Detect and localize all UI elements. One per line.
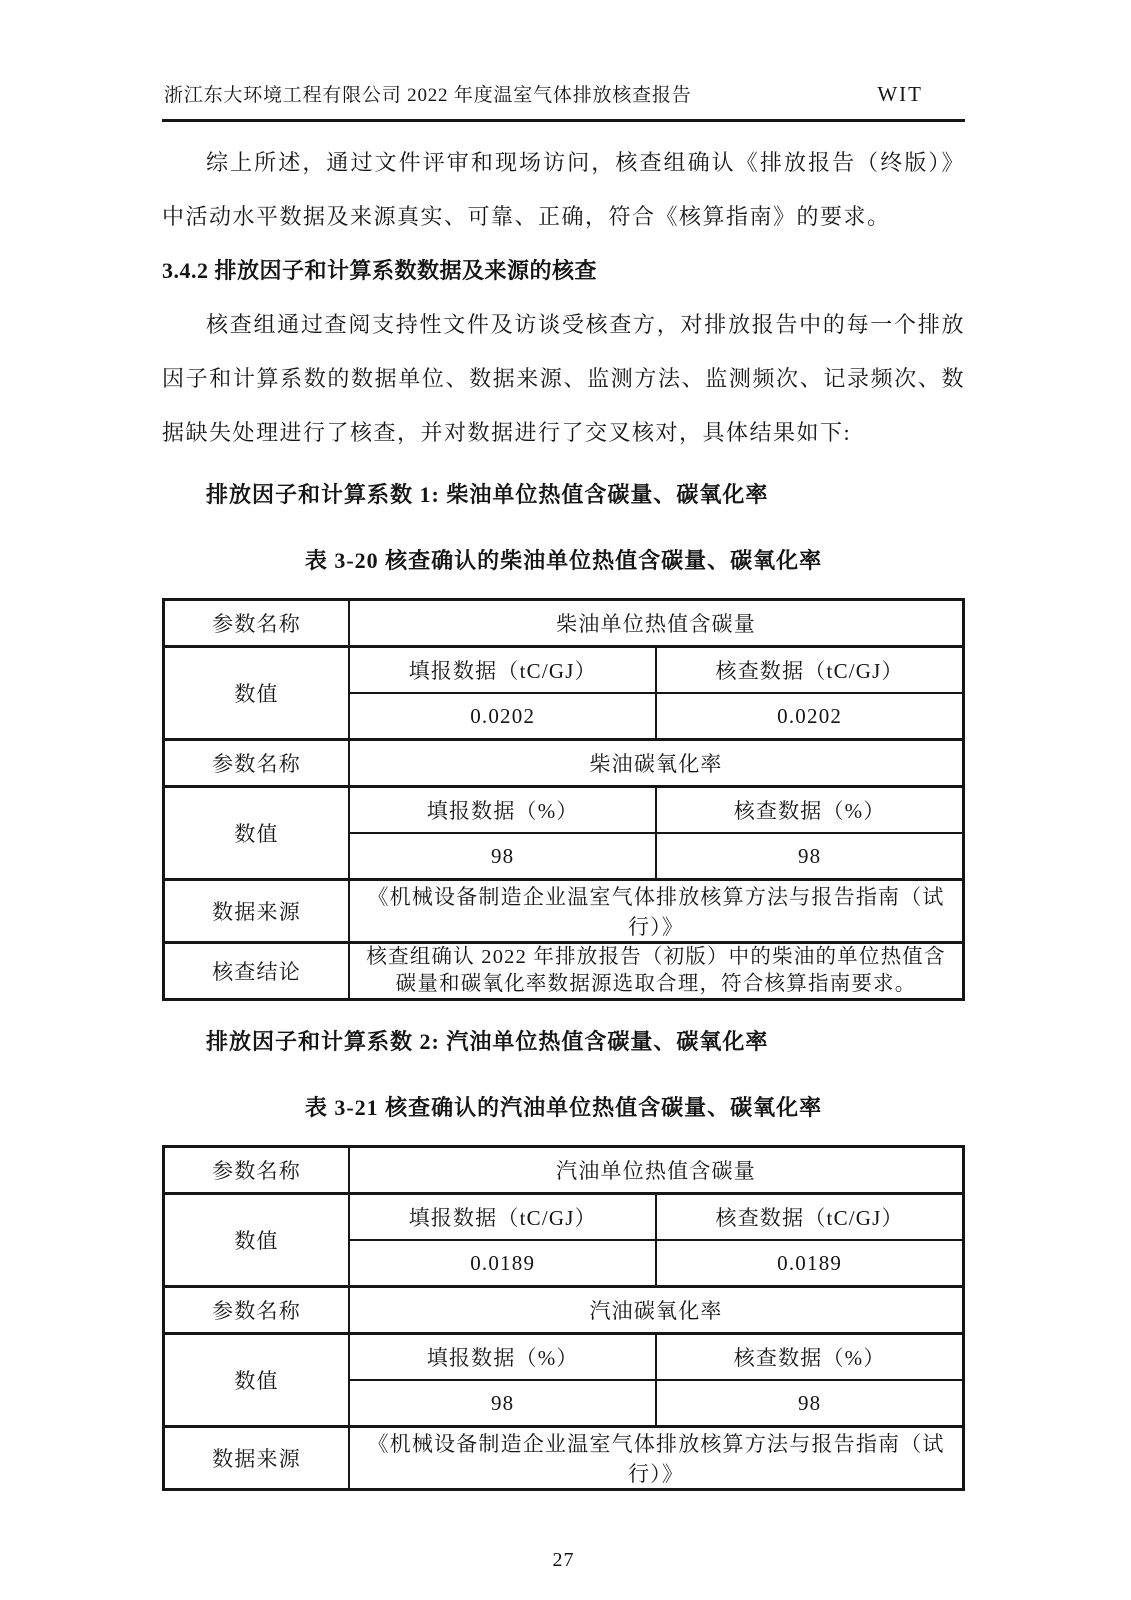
table-row [164, 1427, 964, 1490]
summary-paragraph: 综上所述，通过文件评审和现场访问，核查组确认《排放报告（终版）》中活动水平数据及来源真实、可靠、正确，符合《核算指南》的要求。 [162, 150, 965, 229]
param-name-value-cell: 柴油单位热值含碳量 [349, 600, 963, 647]
reported-value-cell: 0.0189 [349, 1240, 656, 1287]
table-row [164, 1194, 964, 1241]
conclusion-label-cell: 核查结论 [164, 943, 350, 1000]
table-row [164, 1334, 964, 1381]
table-row [164, 1147, 964, 1194]
verified-value-cell: 0.0189 [656, 1240, 963, 1287]
page-header [162, 0, 965, 122]
conclusion-value-cell: 核查组确认 2022 年排放报告（初版）中的柴油的单位热值含碳量和碳氧化率数据源选取合理，符合核算指南要求。 [349, 943, 963, 1000]
table-3-21 [162, 1145, 965, 1491]
factor1-heading: 排放因子和计算系数 1: 柴油单位热值含碳量、碳氧化率 [206, 482, 769, 507]
table-row [164, 943, 964, 1000]
data-source-value-cell: 《机械设备制造企业温室气体排放核算方法与报告指南（试行）》 [349, 1427, 963, 1490]
param-name-value-cell: 汽油碳氧化率 [349, 1287, 963, 1334]
reported-value-cell: 98 [349, 833, 656, 880]
section-heading-3-4-2: 3.4.2 排放因子和计算系数数据及来源的核查 [162, 258, 598, 283]
table-row [164, 880, 964, 943]
table-3-20-caption: 表 3-20 核查确认的柴油单位热值含碳量、碳氧化率 [304, 548, 823, 573]
param-name-label-cell: 参数名称 [164, 1287, 350, 1334]
param-name-label-cell: 参数名称 [164, 1147, 350, 1194]
verification-method-paragraph: 核查组通过查阅支持性文件及访谈受核查方，对排放报告中的每一个排放因子和计算系数的数据单位、数据来源、监测方法、监测频次、记录频次、数据缺失处理进行了核查，并对数据进行了交叉核对，具体结果如下: [162, 312, 965, 445]
param-name-value-cell: 汽油单位热值含碳量 [349, 1147, 963, 1194]
value-label-cell: 数值 [164, 1334, 350, 1427]
value-label-cell: 数值 [164, 647, 350, 740]
data-source-label-cell: 数据来源 [164, 1427, 350, 1490]
verified-value-cell: 98 [656, 1380, 963, 1427]
verified-value-cell: 0.0202 [656, 693, 963, 740]
verified-value-cell: 98 [656, 833, 963, 880]
factor2-heading: 排放因子和计算系数 2: 汽油单位热值含碳量、碳氧化率 [206, 1029, 769, 1054]
data-source-label-cell: 数据来源 [164, 880, 350, 943]
table-row [164, 787, 964, 834]
value-label-cell: 数值 [164, 787, 350, 880]
param-name-value-cell: 柴油碳氧化率 [349, 740, 963, 787]
reported-value-cell: 0.0202 [349, 693, 656, 740]
reported-header-cell: 填报数据（tC/GJ） [349, 647, 656, 694]
data-source-value-cell: 《机械设备制造企业温室气体排放核算方法与报告指南（试行）》 [349, 880, 963, 943]
table-3-20 [162, 598, 965, 1001]
param-name-label-cell: 参数名称 [164, 600, 350, 647]
table-row [164, 740, 964, 787]
verified-header-cell: 核查数据（%） [656, 1334, 963, 1381]
org-mark: WIT [877, 82, 923, 106]
verified-header-cell: 核查数据（%） [656, 787, 963, 834]
verified-header-cell: 核查数据（tC/GJ） [656, 647, 963, 694]
value-label-cell: 数值 [164, 1194, 350, 1287]
table-3-21-caption: 表 3-21 核查确认的汽油单位热值含碳量、碳氧化率 [304, 1095, 823, 1120]
report-title: 浙江东大环境工程有限公司 2022 年度温室气体排放核查报告 [164, 85, 692, 106]
reported-header-cell: 填报数据（%） [349, 1334, 656, 1381]
reported-header-cell: 填报数据（%） [349, 787, 656, 834]
verified-header-cell: 核查数据（tC/GJ） [656, 1194, 963, 1241]
param-name-label-cell: 参数名称 [164, 740, 350, 787]
table-row [164, 647, 964, 694]
reported-value-cell: 98 [349, 1380, 656, 1427]
page-number: 27 [552, 1549, 575, 1571]
table-row [164, 600, 964, 647]
reported-header-cell: 填报数据（tC/GJ） [349, 1194, 656, 1241]
table-row [164, 1287, 964, 1334]
